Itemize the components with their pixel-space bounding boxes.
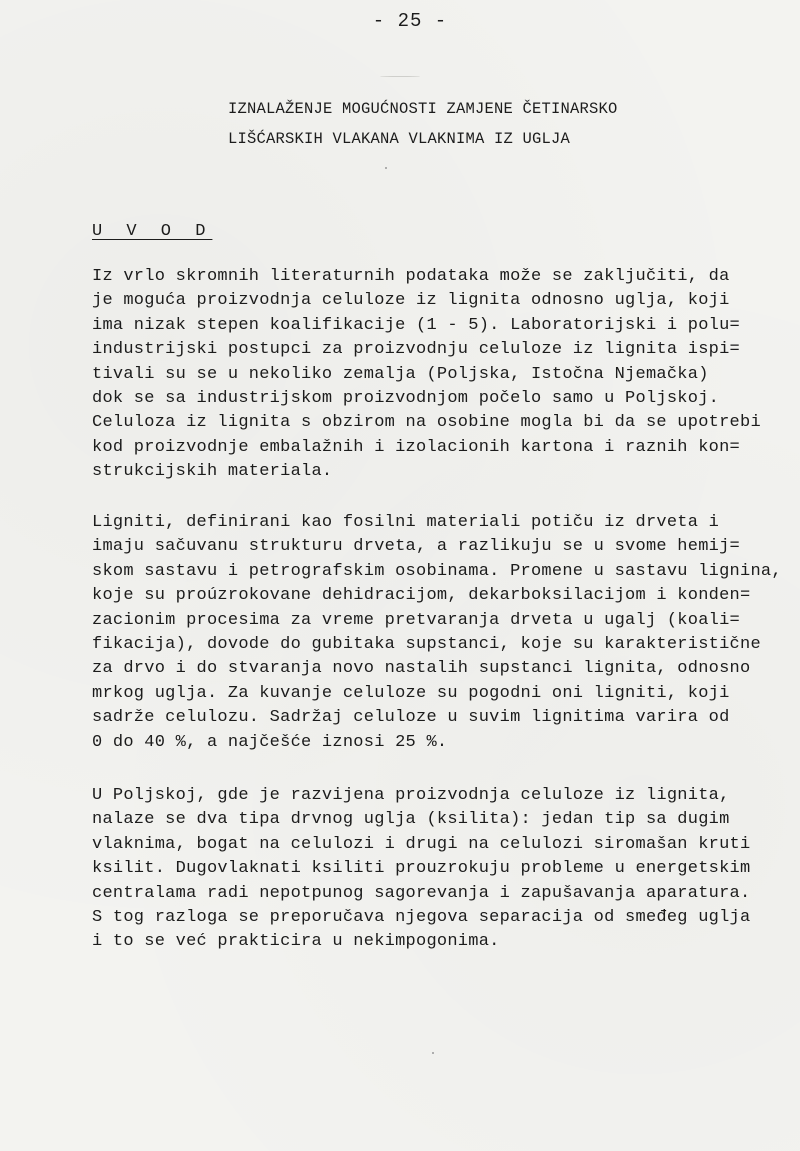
text-line: nalaze se dva tipa drvnog uglja (ksilita): jedan tip sa dugim bbox=[92, 810, 730, 830]
text-line: Iz vrlo skromnih literaturnih podataka može se zaključiti, da bbox=[92, 267, 730, 286]
text-line: industrijski postupci za proizvodnju celuloze iz lignita ispi= bbox=[92, 340, 741, 360]
page-number: - 25 - bbox=[372, 10, 448, 32]
section-heading-uvod: U V O D bbox=[92, 222, 213, 241]
text-line: vlaknima, bogat na celulozi i drugi na celulozi siromašan kruti bbox=[92, 834, 751, 854]
text-line: 0 do 40 %, a najčešće iznosi 25 %. bbox=[92, 732, 448, 752]
text-line: imaju sačuvanu strukturu drveta, a razlikuju se u svome hemij= bbox=[92, 537, 741, 557]
scan-mark bbox=[380, 76, 420, 77]
text-line: strukcijskih materiala. bbox=[92, 462, 333, 482]
scan-speck bbox=[385, 167, 387, 169]
text-line: ksilit. Dugovlaknati ksiliti prouzrokuju probleme u energetskim bbox=[92, 859, 751, 879]
text-line: centralama radi nepotpunog sagorevanja i zapušavanja aparatura. bbox=[92, 883, 751, 903]
text-line: i to se već prakticira u nekimpogonima. bbox=[92, 932, 500, 952]
text-line: skom sastavu i petrografskim osobinama. Promene u sastavu lignina, bbox=[92, 561, 782, 581]
text-line: sadrže celulozu. Sadržaj celuloze u suvim lignitima varira od bbox=[92, 708, 730, 728]
text-line: Ligniti, definirani kao fosilni materiali potiču iz drveta i bbox=[92, 513, 720, 532]
text-line: fikacija), dovode do gubitaka supstanci, koje su karakteristične bbox=[92, 635, 761, 655]
text-line: zacionim procesima za vreme pretvaranja drveta u ugalj (koali= bbox=[92, 610, 741, 630]
text-line: S tog razloga se preporučava njegova separacija od smeđeg uglja bbox=[92, 908, 751, 928]
paragraph-1 bbox=[92, 265, 792, 485]
scan-speck bbox=[432, 1052, 434, 1054]
paragraph-3 bbox=[92, 784, 792, 955]
paragraph-2 bbox=[92, 511, 792, 755]
text-line: ima nizak stepen koalifikacije (1 - 5). Laboratorijski i polu= bbox=[92, 315, 741, 335]
text-line: za drvo i do stvaranja novo nastalih supstanci lignita, odnosno bbox=[92, 659, 751, 679]
text-line: Celuloza iz lignita s obzirom na osobine mogla bi da se upotrebi bbox=[92, 413, 761, 433]
title-line-1: IZNALAŽENJE MOGUĆNOSTI ZAMJENE ČETINARSKO bbox=[228, 100, 618, 118]
text-line: kod proizvodnje embalažnih i izolacionih kartona i raznih kon= bbox=[92, 437, 741, 457]
text-line: tivali su se u nekoliko zemalja (Poljska, Istočna Njemačka) bbox=[92, 364, 709, 384]
title-line-2: LIŠĆARSKIH VLAKANA VLAKNIMA IZ UGLJA bbox=[228, 130, 571, 148]
document-title bbox=[228, 94, 698, 154]
text-line: U Poljskoj, gde je razvijena proizvodnja celuloze iz lignita, bbox=[92, 786, 730, 805]
text-line: mrkog uglja. Za kuvanje celuloze su pogodni oni ligniti, koji bbox=[92, 683, 730, 703]
text-line: je moguća proizvodnja celuloze iz lignita odnosno uglja, koji bbox=[92, 291, 730, 311]
text-line: dok se sa industrijskom proizvodnjom počelo samo u Poljskoj. bbox=[92, 389, 720, 409]
text-line: koje su proúzrokovane dehidracijom, dekarboksilacijom i konden= bbox=[92, 586, 751, 606]
